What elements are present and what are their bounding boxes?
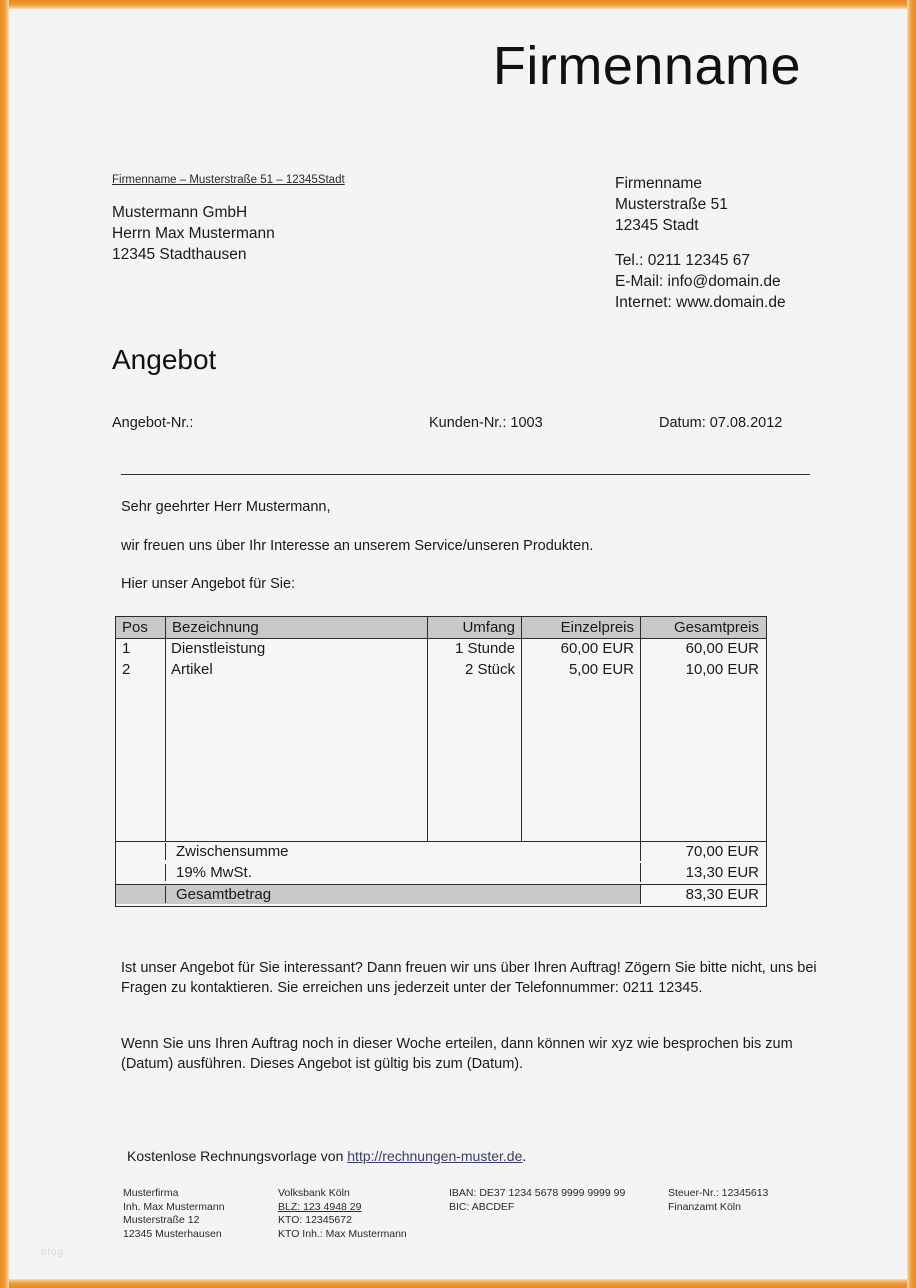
cell-umfang: 1 Stunde xyxy=(454,640,515,657)
cell-gesamtpreis: 60,00 EUR xyxy=(685,640,759,657)
grand-total-label-cell xyxy=(116,885,640,904)
subtotal-label: Zwischensumme xyxy=(165,843,634,860)
sender-phone: Tel.: 0211 12345 67 xyxy=(615,252,751,269)
cell-pos: 1 xyxy=(122,640,131,657)
line-items-table xyxy=(115,616,767,907)
template-credit-suffix: . xyxy=(522,1148,527,1164)
footer-tax-office: Finanzamt Köln xyxy=(668,1200,741,1213)
grand-total-row xyxy=(116,884,766,906)
footer-bank-kto-owner: KTO Inh.: Max Mustermann xyxy=(278,1227,407,1240)
return-address-line: Firmenname – Musterstraße 51 – 12345Stadt xyxy=(112,174,345,186)
sender-city: 12345 Stadt xyxy=(615,217,699,234)
cell-einzelpreis: 60,00 EUR xyxy=(560,640,634,657)
subtotal-value: 70,00 EUR xyxy=(640,842,765,861)
tax-spacer xyxy=(116,864,165,881)
column-header-einzelpreis: Einzelpreis xyxy=(521,617,640,638)
footer-company-line-3: Musterstraße 12 xyxy=(123,1214,200,1226)
footer-tax-number: Steuer-Nr.: 12345613 xyxy=(668,1187,769,1199)
table-body xyxy=(116,639,766,841)
recipient-line-2: Herrn Max Mustermann xyxy=(112,225,275,242)
template-credit-prefix: Kostenlose Rechnungsvorlage von xyxy=(127,1148,348,1164)
footer-bic: BIC: ABCDEF xyxy=(449,1200,515,1213)
footer-column-company xyxy=(123,1187,225,1241)
table-row xyxy=(116,639,766,660)
column-header-gesamtpreis: Gesamtpreis xyxy=(640,617,765,638)
closing-paragraph-1: Ist unser Angebot für Sie interessant? Dann freuen wir uns über Ihren Auftrag! Zögern Sie bitte nicht, uns bei Fragen zu kontaktieren. Sie erreichen uns jederzeit unter der Telefonnummer: 0211 12345. xyxy=(121,960,817,996)
subtotal-spacer xyxy=(116,843,165,860)
page-frame-top xyxy=(0,0,916,9)
page-watermark: blog xyxy=(41,1247,64,1258)
footer-column-iban xyxy=(449,1187,625,1214)
column-header-bezeichnung: Bezeichnung xyxy=(165,617,427,638)
sender-spacer xyxy=(615,236,786,250)
document-sheet xyxy=(9,9,907,1279)
footer-column-tax xyxy=(668,1187,768,1214)
template-credit-line xyxy=(127,1148,526,1164)
footer-company-line-2: Inh. Max Mustermann xyxy=(123,1200,225,1213)
intro-text: wir freuen uns über Ihr Interesse an unserem Service/unseren Produkten. xyxy=(121,538,594,554)
page-frame-bottom xyxy=(0,1279,916,1288)
grand-total-value: 83,30 EUR xyxy=(640,885,765,904)
table-row xyxy=(116,660,766,681)
subtotal-row xyxy=(116,842,766,863)
sender-internet: Internet: www.domain.de xyxy=(615,294,786,311)
tax-row xyxy=(116,863,766,884)
document-date: Datum: 07.08.2012 xyxy=(659,415,783,431)
grand-total-spacer xyxy=(116,886,165,903)
sender-email: E-Mail: info@domain.de xyxy=(615,273,781,290)
sender-contact-block xyxy=(615,173,786,313)
tax-value: 13,30 EUR xyxy=(640,863,765,882)
footer-iban: IBAN: DE37 1234 5678 9999 9999 99 xyxy=(449,1187,626,1199)
subtotal-label-cell xyxy=(116,842,640,861)
cell-umfang: 2 Stück xyxy=(464,661,515,678)
recipient-line-1: Mustermann GmbH xyxy=(112,204,248,221)
cell-bezeichnung: Artikel xyxy=(171,661,213,678)
column-header-umfang: Umfang xyxy=(427,617,521,638)
sender-street: Musterstraße 51 xyxy=(615,196,728,213)
recipient-address-block xyxy=(112,202,275,265)
table-header-row xyxy=(116,617,766,639)
offer-number: Angebot-Nr.: xyxy=(112,415,194,431)
template-credit-link[interactable]: http://rechnungen-muster.de xyxy=(347,1148,523,1164)
recipient-line-3: 12345 Stadthausen xyxy=(112,246,247,263)
closing-paragraph-2: Wenn Sie uns Ihren Auftrag noch in dieser Woche erteilen, dann können wir xyz wie besprochen bis zum (Datum) ausführen. Dieses Angebot ist gültig bis zum (Datum). xyxy=(121,1036,793,1072)
table-totals xyxy=(116,841,766,906)
sender-name: Firmenname xyxy=(615,175,702,192)
grand-total-label: Gesamtbetrag xyxy=(165,886,634,903)
cell-pos: 2 xyxy=(122,661,131,678)
footer-company-line-4: 12345 Musterhausen xyxy=(123,1227,222,1240)
document-title: Angebot xyxy=(112,344,217,375)
page-frame-left xyxy=(0,0,9,1288)
tax-label: 19% MwSt. xyxy=(165,864,634,881)
horizontal-divider xyxy=(121,474,810,475)
footer-bank-kto: KTO: 12345672 xyxy=(278,1214,352,1226)
page-frame-right xyxy=(907,0,916,1288)
footer-bank-name: Volksbank Köln xyxy=(278,1187,350,1199)
company-title: Firmenname xyxy=(492,36,801,96)
cell-einzelpreis: 5,00 EUR xyxy=(568,661,634,678)
lead-in-text: Hier unser Angebot für Sie: xyxy=(121,576,296,592)
column-header-pos: Pos xyxy=(122,619,148,636)
cell-gesamtpreis: 10,00 EUR xyxy=(685,661,759,678)
greeting-text: Sehr geehrter Herr Mustermann, xyxy=(121,499,331,515)
footer-company-line-1: Musterfirma xyxy=(123,1187,179,1199)
footer-bank-blz: BLZ: 123 4948 29 xyxy=(278,1200,362,1213)
tax-label-cell xyxy=(116,863,640,882)
footer-column-bank xyxy=(278,1187,407,1241)
customer-number: Kunden-Nr.: 1003 xyxy=(429,415,543,431)
cell-bezeichnung: Dienstleistung xyxy=(171,640,266,657)
